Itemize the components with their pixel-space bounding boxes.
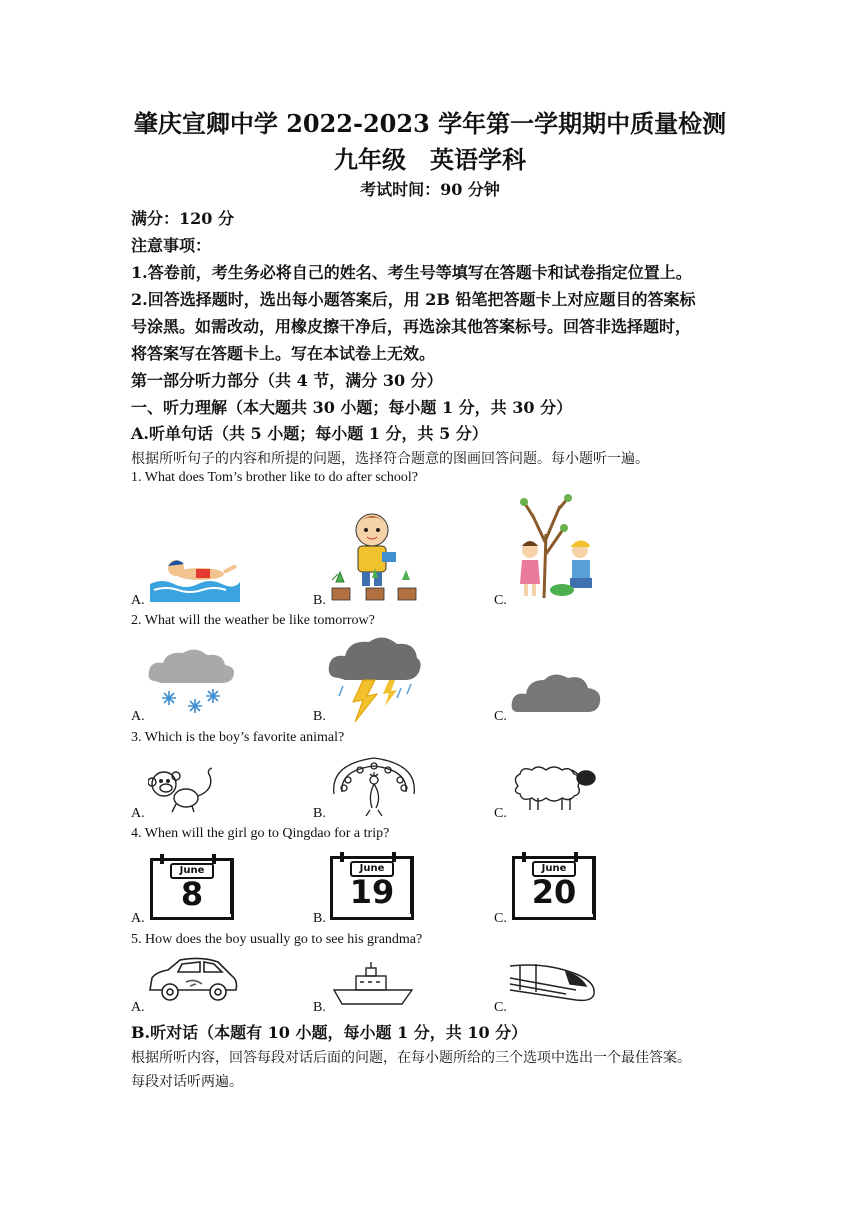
sectionB-heading: B.听对话（本题有 10 小题，每小题 1 分，共 10 分） [131,1023,528,1042]
exam-title: 肇庆宣卿中学 2022-2023 学年第一学期期中质量检测 [133,109,727,138]
question-5-option-b[interactable]: B. [313,1000,326,1015]
planting-tree-picture [504,494,604,600]
watering-plants-picture [328,508,420,604]
monkey-picture [148,764,220,814]
question-4-option-a[interactable]: A. [131,911,145,926]
question-3-option-c[interactable]: C. [494,806,507,821]
sheep-picture [508,764,600,812]
calendar-month-label: June [170,863,214,879]
calendar-june-19 [330,852,416,916]
calendar-june-8 [150,854,236,916]
question-1-option-a[interactable]: A. [131,593,145,608]
car-picture [146,956,240,1004]
notice-item-2-line-1: 2.回答选择题时，选出每小题答案后，用 2B 铅笔把答题卡上对应题目的答案标 [131,290,696,309]
calendar-month-label: June [350,861,394,877]
calendar-day-label: 20 [531,873,577,911]
high-speed-train-picture [506,960,598,1006]
notice-item-2-line-3: 将答案写在答题卡上。写在本试卷上无效。 [131,344,436,363]
question-1-option-b[interactable]: B. [313,593,326,608]
thunderstorm-picture [327,634,423,724]
snow-cloud-picture [145,647,237,719]
cloudy-picture [510,670,602,714]
question-5-text: 5. How does the boy usually go to see his grandma? [131,932,423,947]
question-1-text: 1. What does Tom’s brother like to do after school? [131,470,418,485]
question-2-option-c[interactable]: C. [494,709,507,724]
calendar-month-label: June [532,861,576,877]
question-4-option-b[interactable]: B. [313,911,326,926]
part1-heading: 第一部分听力部分（共 4 节，满分 30 分） [131,371,443,390]
question-2-option-a[interactable]: A. [131,709,145,724]
sectionB-instructions-line-1: 根据所听内容，回答每段对话后面的问题，在每小题所给的三个选项中选出一个最佳答案。 [131,1050,691,1066]
calendar-june-20 [512,852,598,916]
question-3-text: 3. Which is the boy’s favorite animal? [131,730,345,745]
question-4-option-c[interactable]: C. [494,911,507,926]
exam-time: 考试时间：90 分钟 [360,180,500,199]
calendar-day-label: 19 [349,873,395,911]
question-5-option-c[interactable]: C. [494,1000,507,1015]
question-5-option-a[interactable]: A. [131,1000,145,1015]
question-3-option-a[interactable]: A. [131,806,145,821]
question-2-option-b[interactable]: B. [313,709,326,724]
question-4-text: 4. When will the girl go to Qingdao for a trip? [131,826,390,841]
swimming-boy-picture [148,550,240,602]
notice-item-1: 1.答卷前，考生务必将自己的姓名、考生号等填写在答题卡和试卷指定位置上。 [131,263,692,282]
sectionA-heading: A.听单句话（共 5 小题；每小题 1 分，共 5 分） [131,424,488,443]
question-3-option-b[interactable]: B. [313,806,326,821]
exam-subtitle: 九年级 英语学科 [334,145,526,174]
calendar-day-label: 8 [180,875,204,913]
section1-heading: 一、听力理解（本大题共 30 小题；每小题 1 分，共 30 分） [131,398,573,417]
notice-heading: 注意事项： [131,236,212,255]
notice-item-2-line-2: 号涂黑。如需改动，用橡皮擦干净后，再选涂其他答案标号。回答非选择题时， [131,317,692,336]
question-2-text: 2. What will the weather be like tomorrow? [131,613,375,628]
sectionB-instructions-line-2: 每段对话听两遍。 [131,1074,243,1090]
full-score: 满分：120 分 [131,209,234,228]
sectionA-instructions: 根据所听句子的内容和所提的问题，选择符合题意的图画回答问题。每小题听一遍。 [131,451,649,467]
peacock-picture [328,754,420,818]
ship-picture [330,962,416,1006]
question-1-option-c[interactable]: C. [494,593,507,608]
